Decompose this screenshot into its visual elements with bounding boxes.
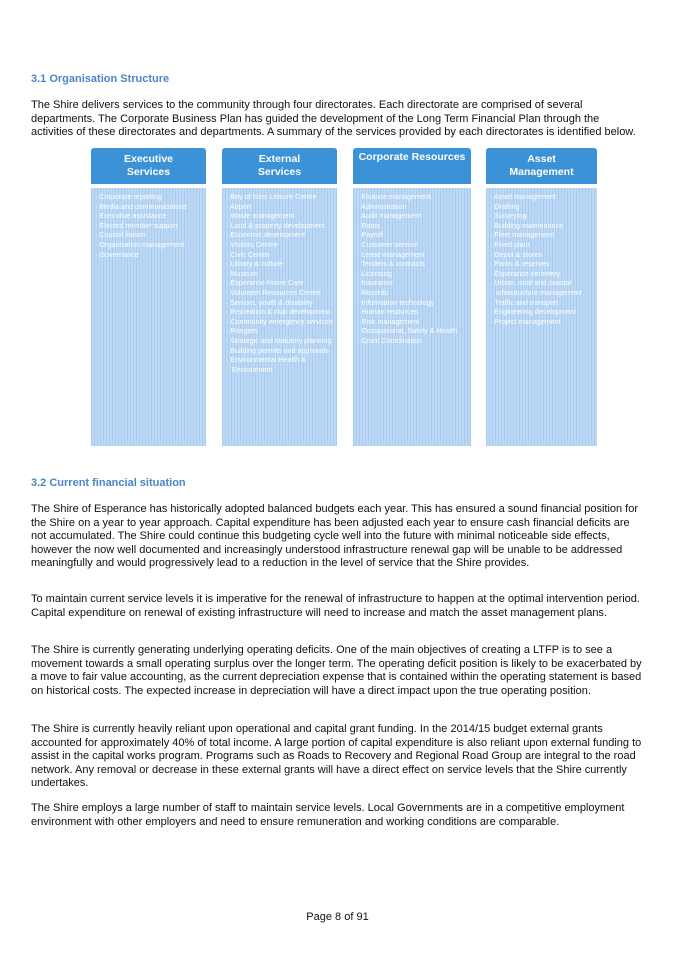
service-item: · Parks & reserves: [490, 259, 593, 269]
service-item: · Rangers: [226, 326, 333, 336]
service-item: · Corporate reporting: [95, 192, 202, 202]
service-item: · Payroll: [357, 230, 467, 240]
service-item: · Recreation & club development: [226, 307, 333, 317]
org-column-header: [222, 148, 337, 184]
column-title-line2: Management: [509, 166, 574, 178]
service-item: · Traffic and transport: [490, 298, 593, 308]
service-item: · Project management: [490, 317, 593, 327]
service-list: [226, 192, 333, 374]
service-item: · Records: [357, 288, 467, 298]
service-item: · Executive assistance: [95, 211, 202, 221]
service-item: · Airport: [226, 202, 333, 212]
service-item: · Volunteer Resources Centre: [226, 288, 333, 298]
service-item: · Finance management: [357, 192, 467, 202]
column-title-line1: Corporate Resources: [358, 151, 466, 163]
org-column-body: [91, 188, 206, 446]
financial-paragraph-3: The Shire is currently generating underlying operating deficits. One of the main objectives of creating a LTFP is to see a movement towards a small operating surplus over the longer term. The operating deficit position is likely to be exacerbated by a move to fair value accounting, as the current depreciation expense that is contained within the operating statement is based on historical costs. The expected increase in depreciation will have a direct impact upon the true operating position.: [31, 644, 642, 697]
service-item: · Elected member support: [95, 221, 202, 231]
service-item: · Tenders & contracts: [357, 259, 467, 269]
column-title-line1: External: [258, 153, 301, 165]
service-item: · Lease management: [357, 250, 467, 260]
service-item: · Engineering development: [490, 307, 593, 317]
org-column-executive-services: [91, 148, 206, 446]
service-item: · Human resources: [357, 307, 467, 317]
column-title-line2: Services: [257, 166, 302, 178]
service-item: · Esperance cemetery: [490, 269, 593, 279]
service-list: [357, 192, 467, 346]
service-item: · Asset management: [490, 192, 593, 202]
service-list: [490, 192, 593, 326]
org-column-header: [91, 148, 206, 184]
service-item: · Bay of Isles Leisure Centre: [226, 192, 333, 202]
financial-paragraph-1: The Shire of Esperance has historically adopted balanced budgets each year. This has ensured a sound financial position for the Shire on a year to year approach. Capital expenditure has been adjusted each year to ensure cash financial deficits are not accumulated. The Shire could continue this budgeting cycle well into the future with minimal noticeable side effects, however the now well documented and increasingly understood infrastructure renewal gap will be unable to be addressed meaningfully and would progressively lead to a reduction in the level of service that the Shire provides.: [31, 503, 639, 569]
financial-paragraph-4: The Shire is currently heavily reliant upon operational and capital grant funding. In the 2014/15 budget external grants accounted for approximately 40% of total income. A large portion of capital expenditure is also reliant upon external funding to assist in the capital works program. Programs such as Roads to Recovery and Regional Road Group are integral to the road network. Any removal or decrease in these external grants will have a direct effect on service levels that the Shire currently undertakes.: [31, 723, 642, 789]
organisation-intro-paragraph: The Shire delivers services to the community through four directorates. Each directorate are comprised of several departments. The Corporate Business Plan has guided the development of the Long Term Financial Plan through the activities of these directorates and departments. A summary of the services provided by each directorates is identified below.: [31, 99, 636, 138]
organisation-chart: [91, 148, 597, 446]
service-item: · Fleet management: [490, 230, 593, 240]
section-heading-organisation-structure: 3.1 Organisation Structure: [31, 73, 170, 85]
service-item: · Land & property development: [226, 221, 333, 231]
service-item: · Media and communications: [95, 202, 202, 212]
org-column-header: [486, 148, 597, 184]
page-number: Page 8 of 91: [306, 911, 369, 923]
org-column-body: [353, 188, 471, 446]
service-item: · Seniors, youth & disability: [226, 298, 333, 308]
service-item: · Building permits and approvals: [226, 346, 333, 356]
org-column-asset-management: [486, 148, 597, 446]
service-item: · Surveying: [490, 211, 593, 221]
column-title-line1: Executive: [123, 153, 174, 165]
service-item: · Civic Centre: [226, 250, 333, 260]
service-item: · Insurance: [357, 278, 467, 288]
service-item: · Library & culture: [226, 259, 333, 269]
service-item: · Economic development: [226, 230, 333, 240]
service-item: · Customer service: [357, 240, 467, 250]
financial-paragraph-2: To maintain current service levels it is imperative for the renewal of infrastructure to happen at the optimal intervention period. Capital expenditure on renewal of existing infrastructure will need to increase and match the asset management plans.: [31, 593, 640, 619]
service-item: · Administration: [357, 202, 467, 212]
service-item: · Organisation management: [95, 240, 202, 250]
org-column-header: [353, 148, 471, 184]
service-item: · Fixed plant: [490, 240, 593, 250]
section-heading-financial-situation: 3.2 Current financial situation: [31, 477, 186, 489]
service-item: · Audit management: [357, 211, 467, 221]
service-item: · Licensing: [357, 269, 467, 279]
service-item: · Environmental Health & Environment: [226, 355, 333, 374]
financial-paragraph-5: The Shire employs a large number of staff to maintain service levels. Local Governments are in a competitive employment environment with other employers and need to ensure remuneration and working conditions are comparable.: [31, 802, 625, 828]
service-item: · Risk management: [357, 317, 467, 327]
service-item: · Council liaison: [95, 230, 202, 240]
org-column-external-services: [222, 148, 337, 446]
service-item: · Museum: [226, 269, 333, 279]
service-item: · Esperance Home Care: [226, 278, 333, 288]
service-list: [95, 192, 202, 259]
service-item: · Building maintenance: [490, 221, 593, 231]
service-item: · Waste management: [226, 211, 333, 221]
column-title-line1: Asset: [527, 153, 556, 165]
service-item: · Governance: [95, 250, 202, 260]
service-item: · Drafting: [490, 202, 593, 212]
service-item: · Rates: [357, 221, 467, 231]
service-item: · Urban, rural and coastal infrastructure management: [490, 278, 593, 297]
service-item: · Community emergency services: [226, 317, 333, 327]
service-item: · Information technology: [357, 298, 467, 308]
service-item: · Depot & stores: [490, 250, 593, 260]
service-item: · Occupational, Safety & Health: [357, 326, 467, 336]
service-item: · Strategic and statutory planning: [226, 336, 333, 346]
org-column-body: [222, 188, 337, 446]
org-column-corporate-resources: [353, 148, 471, 446]
column-title-line2: Services: [126, 166, 171, 178]
org-column-body: [486, 188, 597, 446]
service-item: · Grant Coordination: [357, 336, 467, 346]
service-item: · Visitors Centre: [226, 240, 333, 250]
